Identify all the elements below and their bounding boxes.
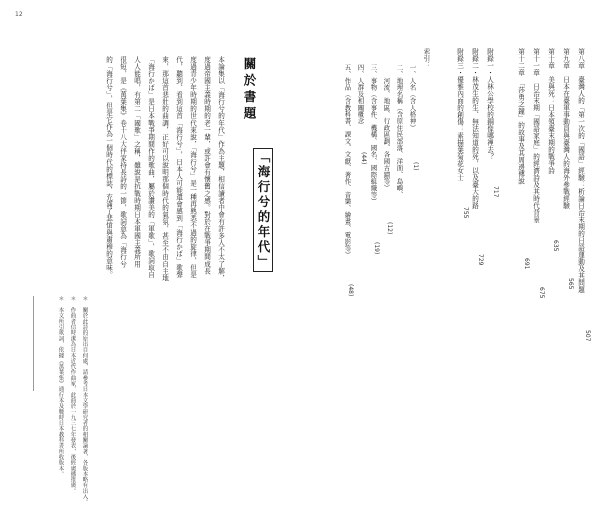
footnote: ＊ 關於此詩的原出自何處，請參考日本文學研究者的相關論著，各版本略有出入。 <box>81 296 88 505</box>
body-line: 本論集以「海行兮的年代」作為主題，相信讀者中會有許多人不太了解， <box>216 56 225 282</box>
body-line: 度過青少年時期的世代來說，「海行兮」是一種再熟悉不過的旋律，但是 <box>188 56 197 279</box>
toc-page-appendix-2: 729 <box>477 254 484 266</box>
toc-chapter-11: 第十一章 日治末期「國語家庭」的經濟詩及其時代背景 <box>531 48 540 223</box>
index-item: 三、事物（含事件、機構、國名、國際組織等） <box>369 64 378 205</box>
toc-chapter-12: 第十二章 「莎勇之鐘」的故事及其周邊傳說 <box>516 48 525 185</box>
body-line: 來，那這首悲壯的曲調，正好可以說明那個時代的氣氛，甚至不由自主地 <box>160 56 169 282</box>
index-item: 二、地理名稱（含原住民部落、洋面、島嶼、 <box>395 64 404 198</box>
index-page: (44) <box>360 152 367 165</box>
toc-chapter-8: 第八章 臺灣人的「第一次的「國語」經驗：析論日治末期的日語運動及其問題 <box>576 48 585 293</box>
index-item: 一、人名（含人格神） <box>408 64 417 131</box>
toc-appendix-2: 附錄二・林茂生的生、無法知道的死，以及臺大的路 <box>470 48 479 209</box>
footnote: ＊ 作曲者信時潔為日本近代作曲家，此曲於一九三七年發表，後經廣播推廣。 <box>69 296 76 494</box>
toc-appendix-1: 附錄一・人林公學校的銅像哪裡去？ <box>485 48 494 160</box>
index-item: 河流、地區、行政區劃、各國古蹟等） <box>382 64 391 192</box>
section-title: 關於書題 <box>242 57 257 123</box>
index-page: (19) <box>373 242 380 255</box>
boxed-title <box>253 148 273 272</box>
toc-page-appendix-1: 717 <box>492 186 499 198</box>
toc-chapter-10: 第十章 美與死：日本領臺末期的戰爭詩 <box>546 48 555 174</box>
footnote: ＊ 本文所引歌詞，依據《萬葉集》通行本及戰時日本教科書所收版本。 <box>57 296 64 477</box>
body-line: 人人能唱，有第二「國歌」之稱，雖說是抗戰時期日本軍國主義所用 <box>132 56 141 268</box>
page-number: 12 <box>15 11 23 18</box>
toc-appendix-3: 附錄三・優雅內面的創傷：素描葉菊花女士 <box>455 48 464 181</box>
index-item: 五、作品（含教科書、課文、文獻、著作、音樂、繪畫、電影等） <box>343 64 352 259</box>
body-line: 的「海行兮」，但是它作為一個時代的標誌，充滿了悲愴與肅穆的意味。 <box>104 56 113 279</box>
toc-page-12: 691 <box>523 258 530 270</box>
boxed-title-text: 「海行兮的年代」 <box>256 150 271 270</box>
index-item: 四、人群及相關概念 <box>356 64 365 125</box>
footnote-divider <box>33 296 34 391</box>
index-page: (12) <box>386 222 393 235</box>
body-line: 「海行かば」是日本戰爭期間作的歌曲，屬於讚美的「軍歌」，歌詞取自 <box>146 56 155 279</box>
toc-page-10: 635 <box>552 240 559 252</box>
body-line: 很短，是《萬葉集》卷十八大伴家持長詩的一節，歌詞意為「海行兮 <box>118 56 127 268</box>
toc-chapter-9: 第九章 日本在臺軍事動員與臺灣人的海外參戰經驗 <box>561 48 570 209</box>
toc-page-9: 565 <box>567 278 574 290</box>
toc-page-11: 675 <box>538 287 545 299</box>
index-heading: 索引： <box>422 48 431 69</box>
body-line: 代，聽到、看到這首「海行兮」，日本人可能還會感到「海行かば」歌聲 <box>174 56 183 279</box>
body-line: 度過帝國主義時期的老一輩，或許會有懷舊之感。對於在戰爭期間成長 <box>202 56 211 275</box>
toc-page-appendix-3: 755 <box>462 207 469 219</box>
index-page: (48) <box>347 284 354 297</box>
index-page: (1) <box>412 162 419 171</box>
toc-page-8: 507 <box>584 330 591 342</box>
